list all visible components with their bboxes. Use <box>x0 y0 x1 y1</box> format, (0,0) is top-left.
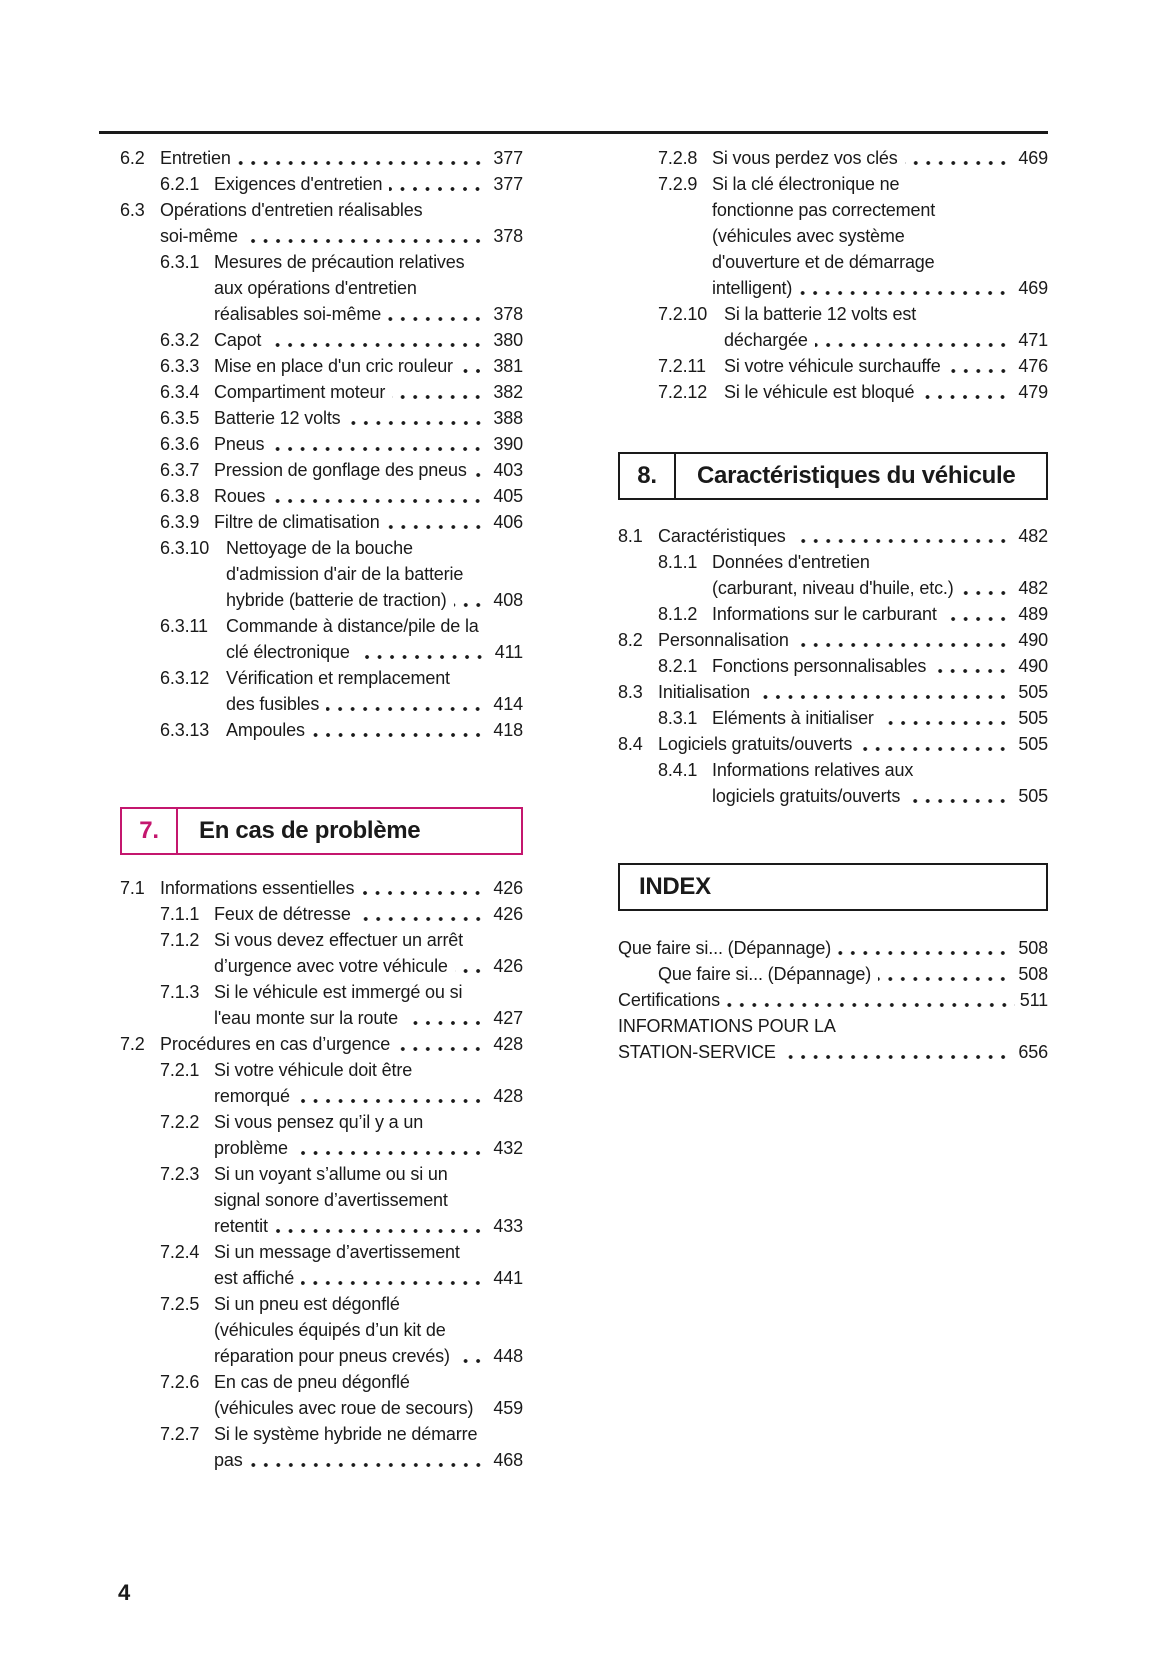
toc-entry-text: est affiché <box>214 1268 295 1288</box>
toc-entry-text: Commande à distance/pile de la <box>226 616 479 636</box>
toc-entry-text: Que faire si... (Dépannage) <box>658 964 872 984</box>
dot-leader <box>361 891 488 895</box>
toc-entry-text: clé électronique <box>226 642 350 662</box>
toc-entry <box>120 535 523 561</box>
toc-entry <box>618 731 1048 757</box>
section-7-title: En cas de problème <box>199 817 421 844</box>
toc-entry-page: 428 <box>493 1034 523 1054</box>
toc-entry-continuation <box>120 1083 523 1109</box>
toc-entry-text: Données d'entretien <box>712 552 870 572</box>
toc-entry-number: 7.2.2 <box>160 1112 200 1132</box>
toc-entry-text: fonctionne pas correctement <box>712 200 936 220</box>
toc-entry <box>618 549 1048 575</box>
toc-column-left <box>120 145 523 1473</box>
toc-entry <box>120 613 523 639</box>
toc-entry-number: 6.3.8 <box>160 486 200 506</box>
toc-entry-continuation <box>120 587 523 613</box>
toc-entry-text: Si la clé électronique ne <box>712 174 900 194</box>
toc-entry-page: 377 <box>493 174 523 194</box>
dot-leader <box>944 617 1014 621</box>
toc-entry-text: Ampoules <box>226 720 305 740</box>
dot-leader <box>933 669 1013 673</box>
toc-entry-text: Opérations d'entretien réalisables <box>160 200 423 220</box>
toc-entry-text: Si vous perdez vos clés <box>712 148 898 168</box>
toc-entry-continuation <box>618 275 1048 301</box>
toc-entry-continuation <box>618 223 1048 249</box>
toc-entry-number: 6.3.7 <box>160 460 200 480</box>
toc-entry-number: 8.2.1 <box>658 656 698 676</box>
dot-leader <box>295 1151 489 1155</box>
toc-entry-continuation <box>618 961 1048 987</box>
toc-entry-text: Mesures de précaution relatives <box>214 252 465 272</box>
toc-entry-text: d'ouverture et de démarrage <box>712 252 935 272</box>
dot-leader <box>905 161 1014 165</box>
toc-entry-continuation <box>120 953 523 979</box>
toc-entry-continuation <box>120 1447 523 1473</box>
toc-entry-continuation <box>120 1135 523 1161</box>
toc-entry-continuation <box>618 249 1048 275</box>
toc-entry-text: Logiciels gratuits/ouverts <box>658 734 853 754</box>
toc-entry-page: 414 <box>493 694 523 714</box>
toc-entry-text: Pneus <box>214 434 265 454</box>
toc-entry-text: Compartiment moteur <box>214 382 386 402</box>
toc-entry-text: Feux de détresse <box>214 904 351 924</box>
toc-entry-text: d'admission d'air de la batterie <box>226 564 464 584</box>
toc-entry <box>120 509 523 535</box>
dot-leader <box>783 1055 1014 1059</box>
toc-entry-number: 7.2.12 <box>658 382 708 402</box>
toc-entry <box>120 1031 523 1057</box>
toc-entry-number: 7.2.9 <box>658 174 698 194</box>
toc-entry <box>120 327 523 353</box>
toc-entry <box>120 1291 523 1317</box>
toc-entry-page: 469 <box>1018 278 1048 298</box>
toc-entry-continuation <box>618 1039 1048 1065</box>
toc-rows-section-7 <box>120 875 523 1473</box>
toc-entry-text: Informations sur le carburant <box>712 604 937 624</box>
toc-entry-number: 6.2.1 <box>160 174 200 194</box>
toc-entry <box>618 171 1048 197</box>
toc-entry-continuation <box>618 987 1048 1013</box>
toc-entry-page: 426 <box>493 878 523 898</box>
toc-entry <box>618 601 1048 627</box>
section-8-number: 8. <box>620 454 676 498</box>
dot-leader <box>245 239 489 243</box>
toc-entry-text: aux opérations d'entretien <box>214 278 417 298</box>
section-7-number: 7. <box>122 809 178 853</box>
toc-entry-number: 6.3.4 <box>160 382 200 402</box>
toc-entry-number: 6.3.9 <box>160 512 200 532</box>
dot-leader <box>961 591 1014 595</box>
toc-entry <box>120 197 523 223</box>
dot-leader <box>397 1047 488 1051</box>
toc-entry-number: 6.3.11 <box>160 616 208 636</box>
toc-entry-continuation <box>120 561 523 587</box>
toc-entry-text: Capot <box>214 330 262 350</box>
dot-leader <box>480 1411 488 1415</box>
toc-entry-number: 7.1.3 <box>160 982 200 1002</box>
dot-leader <box>474 473 489 477</box>
toc-entry-page: 403 <box>493 460 523 480</box>
toc-entry-number: 6.3.13 <box>160 720 210 740</box>
dot-leader <box>878 977 1013 981</box>
dot-leader <box>881 721 1014 725</box>
toc-entry-number: 7.2 <box>120 1034 145 1054</box>
toc-entry-number: 7.2.11 <box>658 356 706 376</box>
toc-entry-continuation <box>120 1317 523 1343</box>
toc-entry-text: Si vous devez effectuer un arrêt <box>214 930 464 950</box>
toc-entry-page: 378 <box>493 304 523 324</box>
toc-entry-page: 471 <box>1018 330 1048 350</box>
dot-leader <box>326 707 488 711</box>
toc-entry-text: Si un voyant s’allume ou si un <box>214 1164 448 1184</box>
toc-entry-continuation <box>120 1187 523 1213</box>
toc-entry-page: 511 <box>1019 990 1048 1010</box>
toc-entry-text: d’urgence avec votre véhicule <box>214 956 448 976</box>
toc-entry <box>120 875 523 901</box>
footer-page-number: 4 <box>118 1580 131 1605</box>
toc-entry-text: (véhicules avec roue de secours) <box>214 1398 474 1418</box>
toc-entry-page: 427 <box>493 1008 523 1028</box>
dot-leader <box>268 343 488 347</box>
toc-entry-number: 7.2.4 <box>160 1242 200 1262</box>
toc-entry <box>618 301 1048 327</box>
toc-entry <box>120 927 523 953</box>
toc-rows-section-7-continued <box>618 145 1048 405</box>
toc-entry-text: Si votre véhicule doit être <box>214 1060 413 1080</box>
toc-entry-number: 7.1.1 <box>160 904 200 924</box>
toc-entry <box>120 1109 523 1135</box>
toc-entry-text: réparation pour pneus crevés) <box>214 1346 450 1366</box>
toc-entry-continuation <box>120 1343 523 1369</box>
toc-entry-number: 7.2.5 <box>160 1294 200 1314</box>
dot-leader <box>275 1229 489 1233</box>
toc-entry <box>618 523 1048 549</box>
top-rule <box>99 131 1048 134</box>
toc-entry-continuation <box>618 1013 1048 1039</box>
toc-entry-number: 7.2.7 <box>160 1424 200 1444</box>
toc-entry-number: 6.3.3 <box>160 356 200 376</box>
toc-entry <box>120 979 523 1005</box>
toc-entry-page: 508 <box>1018 938 1048 958</box>
dot-leader <box>392 395 488 399</box>
toc-entry-page: 469 <box>1018 148 1048 168</box>
toc-entry-page: 482 <box>1018 526 1048 546</box>
dot-leader <box>271 447 488 451</box>
toc-entry-text: Que faire si... (Dépannage) <box>618 938 832 958</box>
toc-entry-text: INFORMATIONS POUR LA <box>618 1016 836 1036</box>
toc-entry-page: 459 <box>493 1398 523 1418</box>
toc-entry-text: hybride (batterie de traction) <box>226 590 447 610</box>
toc-entry-number: 7.1 <box>120 878 145 898</box>
toc-entry-text: Pression de gonflage des pneus <box>214 460 467 480</box>
toc-entry <box>618 679 1048 705</box>
dot-leader <box>358 917 489 921</box>
toc-entry-number: 7.2.8 <box>658 148 698 168</box>
toc-entry-page: 505 <box>1018 786 1048 806</box>
toc-entry-number: 6.3.12 <box>160 668 210 688</box>
toc-entry-text: Certifications <box>618 990 720 1010</box>
toc-entry-page: 426 <box>493 904 523 924</box>
toc-entry-continuation <box>120 1395 523 1421</box>
toc-entry-page: 418 <box>493 720 523 740</box>
toc-entry-number: 8.3.1 <box>658 708 698 728</box>
toc-entry-text: Nettoyage de la bouche <box>226 538 413 558</box>
dot-leader <box>297 1099 489 1103</box>
toc-entry-text: Caractéristiques <box>658 526 786 546</box>
toc-entry-page: 489 <box>1018 604 1048 624</box>
dot-leader <box>838 951 1013 955</box>
toc-entry-continuation <box>618 575 1048 601</box>
toc-entry-continuation <box>120 639 523 665</box>
toc-entry-text: Mise en place d'un cric rouleur <box>214 356 453 376</box>
toc-entry <box>618 353 1048 379</box>
toc-entry <box>120 353 523 379</box>
toc-entry-number: 8.2 <box>618 630 643 650</box>
toc-entry-page: 479 <box>1018 382 1048 402</box>
toc-entry <box>618 757 1048 783</box>
toc-entry-text: Vérification et remplacement <box>226 668 450 688</box>
toc-entry <box>120 483 523 509</box>
toc-entry-number: 6.3.5 <box>160 408 200 428</box>
toc-entry-page: 406 <box>493 512 523 532</box>
toc-entry-continuation <box>120 223 523 249</box>
toc-entry-number: 6.3.6 <box>160 434 200 454</box>
index-section-title: INDEX <box>639 873 711 900</box>
toc-entry-text: Personnalisation <box>658 630 789 650</box>
toc-entry-page: 468 <box>493 1450 523 1470</box>
toc-entry-text: réalisables soi-même <box>214 304 382 324</box>
toc-entry <box>120 1161 523 1187</box>
toc-entry-number: 7.2.3 <box>160 1164 200 1184</box>
toc-entry <box>120 901 523 927</box>
toc-entry-page: 388 <box>493 408 523 428</box>
toc-entry-text: Si le système hybride ne démarre <box>214 1424 478 1444</box>
toc-entry <box>618 145 1048 171</box>
toc-entry-number: 6.3 <box>120 200 145 220</box>
toc-entry-number: 7.1.2 <box>160 930 200 950</box>
dot-leader <box>907 799 1013 803</box>
dot-leader <box>727 1003 1015 1007</box>
dot-leader <box>312 733 489 737</box>
toc-entry <box>120 431 523 457</box>
toc-entry-text: Fonctions personnalisables <box>712 656 927 676</box>
toc-entry-text: retentit <box>214 1216 268 1236</box>
toc-entry-page: 382 <box>493 382 523 402</box>
toc-entry-text: Initialisation <box>658 682 750 702</box>
dot-leader <box>387 525 489 529</box>
toc-entry <box>120 1239 523 1265</box>
toc-entry-text: Filtre de climatisation <box>214 512 380 532</box>
dot-leader <box>757 695 1013 699</box>
toc-entry-page: 380 <box>493 330 523 350</box>
section-8-title: Caractéristiques du véhicule <box>697 462 1016 489</box>
toc-entry-number: 7.2.6 <box>160 1372 200 1392</box>
dot-leader <box>238 161 489 165</box>
toc-entry-continuation <box>618 327 1048 353</box>
dot-leader <box>348 421 489 425</box>
toc-entry-text: Si un message d’avertissement <box>214 1242 460 1262</box>
toc-entry-continuation <box>618 197 1048 223</box>
toc-entry-page: 405 <box>493 486 523 506</box>
toc-entry-page: 508 <box>1018 964 1048 984</box>
section-7-header <box>120 807 523 855</box>
toc-entry-number: 8.4 <box>618 734 643 754</box>
toc-entry-text: Exigences d'entretien <box>214 174 383 194</box>
toc-entry <box>120 379 523 405</box>
toc-entry-text: déchargée <box>724 330 808 350</box>
toc-column-right <box>618 145 1048 1065</box>
toc-entry-page: 408 <box>493 590 523 610</box>
toc-entry <box>120 457 523 483</box>
toc-entry-text: Batterie 12 volts <box>214 408 341 428</box>
toc-entry-text: (carburant, niveau d'huile, etc.) <box>712 578 954 598</box>
toc-entry-page: 432 <box>493 1138 523 1158</box>
toc-entry-number: 8.4.1 <box>658 760 698 780</box>
toc-entry-text: Roues <box>214 486 266 506</box>
toc-entry-page: 505 <box>1018 682 1048 702</box>
dot-leader <box>948 369 1014 373</box>
toc-entry-page: 476 <box>1018 356 1048 376</box>
dot-leader <box>250 1463 489 1467</box>
toc-entry-text: Si votre véhicule surchauffe <box>724 356 941 376</box>
dot-leader <box>357 655 490 659</box>
toc-entry-text: Informations relatives aux <box>712 760 914 780</box>
toc-entry-continuation <box>120 1265 523 1291</box>
toc-entry-continuation <box>618 935 1048 961</box>
toc-entry-continuation <box>120 275 523 301</box>
toc-entry-text: problème <box>214 1138 288 1158</box>
toc-entry-page: 505 <box>1018 708 1048 728</box>
toc-entry-text: remorqué <box>214 1086 290 1106</box>
toc-entry-number: 6.3.1 <box>160 252 200 272</box>
dot-leader <box>921 395 1013 399</box>
toc-entry-continuation <box>120 1005 523 1031</box>
toc-entry-text: soi-même <box>160 226 238 246</box>
toc-entry-text: Si un pneu est dégonflé <box>214 1294 400 1314</box>
dot-leader <box>793 539 1014 543</box>
toc-entry-text: logiciels gratuits/ouverts <box>712 786 901 806</box>
toc-entry-page: 378 <box>493 226 523 246</box>
toc-entry-text: STATION-SERVICE <box>618 1042 776 1062</box>
dot-leader <box>799 291 1013 295</box>
dot-leader <box>796 643 1014 647</box>
toc-entry-continuation <box>120 691 523 717</box>
toc-entry-continuation <box>120 1213 523 1239</box>
toc-entry <box>120 717 523 743</box>
toc-entry <box>120 145 523 171</box>
toc-entry-text: En cas de pneu dégonflé <box>214 1372 410 1392</box>
toc-entry-text: intelligent) <box>712 278 793 298</box>
toc-entry-number: 7.2.10 <box>658 304 708 324</box>
toc-entry-page: 377 <box>493 148 523 168</box>
toc-entry <box>618 627 1048 653</box>
toc-entry-text: l'eau monte sur la route <box>214 1008 398 1028</box>
toc-rows-index <box>618 935 1048 1065</box>
section-8-header <box>618 452 1048 500</box>
toc-entry-page: 381 <box>493 356 523 376</box>
dot-leader <box>455 969 489 973</box>
toc-entry-page: 428 <box>493 1086 523 1106</box>
toc-entry-number: 8.1.2 <box>658 604 698 624</box>
toc-entry-number: 6.2 <box>120 148 145 168</box>
toc-entry <box>120 171 523 197</box>
dot-leader <box>388 317 488 321</box>
toc-entry-text: Procédures en cas d’urgence <box>160 1034 391 1054</box>
toc-entry-number: 7.2.1 <box>160 1060 200 1080</box>
dot-leader <box>405 1021 488 1025</box>
toc-entry-text: signal sonore d’avertissement <box>214 1190 448 1210</box>
toc-entry <box>618 705 1048 731</box>
toc-entry-text: (véhicules avec système <box>712 226 905 246</box>
toc-entry <box>120 1057 523 1083</box>
toc-entry-number: 8.1 <box>618 526 643 546</box>
toc-entry-text: Entretien <box>160 148 231 168</box>
toc-entry-page: 505 <box>1018 734 1048 754</box>
dot-leader <box>272 499 488 503</box>
dot-leader <box>301 1281 488 1285</box>
toc-entry <box>120 1369 523 1395</box>
toc-entry <box>120 665 523 691</box>
dot-leader <box>460 369 489 373</box>
toc-entry-page: 426 <box>493 956 523 976</box>
toc-entry-page: 482 <box>1018 578 1048 598</box>
dot-leader <box>457 1359 489 1363</box>
toc-entry-continuation <box>618 783 1048 809</box>
toc-entry-page: 448 <box>493 1346 523 1366</box>
toc-entry-text: Si le véhicule est bloqué <box>724 382 915 402</box>
toc-entry <box>618 379 1048 405</box>
toc-entry <box>120 405 523 431</box>
toc-entry-page: 441 <box>493 1268 523 1288</box>
toc-entry <box>120 249 523 275</box>
toc-entry-page: 490 <box>1018 630 1048 650</box>
dot-leader <box>454 603 489 607</box>
dot-leader <box>859 747 1013 751</box>
dot-leader <box>815 343 1014 347</box>
toc-entry-text: Si le véhicule est immergé ou si <box>214 982 463 1002</box>
index-section-header <box>618 863 1048 911</box>
toc-entry-text: pas <box>214 1450 243 1470</box>
toc-entry <box>618 653 1048 679</box>
toc-entry-number: 8.1.1 <box>658 552 698 572</box>
toc-entry-text: Informations essentielles <box>160 878 355 898</box>
toc-entry-text: des fusibles <box>226 694 320 714</box>
toc-entry-number: 6.3.2 <box>160 330 200 350</box>
toc-entry-text: Si la batterie 12 volts est <box>724 304 917 324</box>
toc-entry-text: (véhicules équipés d’un kit de <box>214 1320 446 1340</box>
toc-rows-section-8 <box>618 523 1048 809</box>
toc-entry-page: 656 <box>1018 1042 1048 1062</box>
toc-entry-text: Si vous pensez qu’il y a un <box>214 1112 424 1132</box>
toc-entry-page: 390 <box>493 434 523 454</box>
toc-entry-page: 411 <box>494 642 523 662</box>
toc-entry-number: 6.3.10 <box>160 538 210 558</box>
toc-entry <box>120 1421 523 1447</box>
toc-entry-text: Eléments à initialiser <box>712 708 874 728</box>
toc-entry-page: 490 <box>1018 656 1048 676</box>
toc-entry-page: 433 <box>493 1216 523 1236</box>
toc-entry-number: 8.3 <box>618 682 643 702</box>
toc-entry-continuation <box>120 301 523 327</box>
toc-rows-section-6 <box>120 145 523 743</box>
dot-leader <box>389 187 488 191</box>
